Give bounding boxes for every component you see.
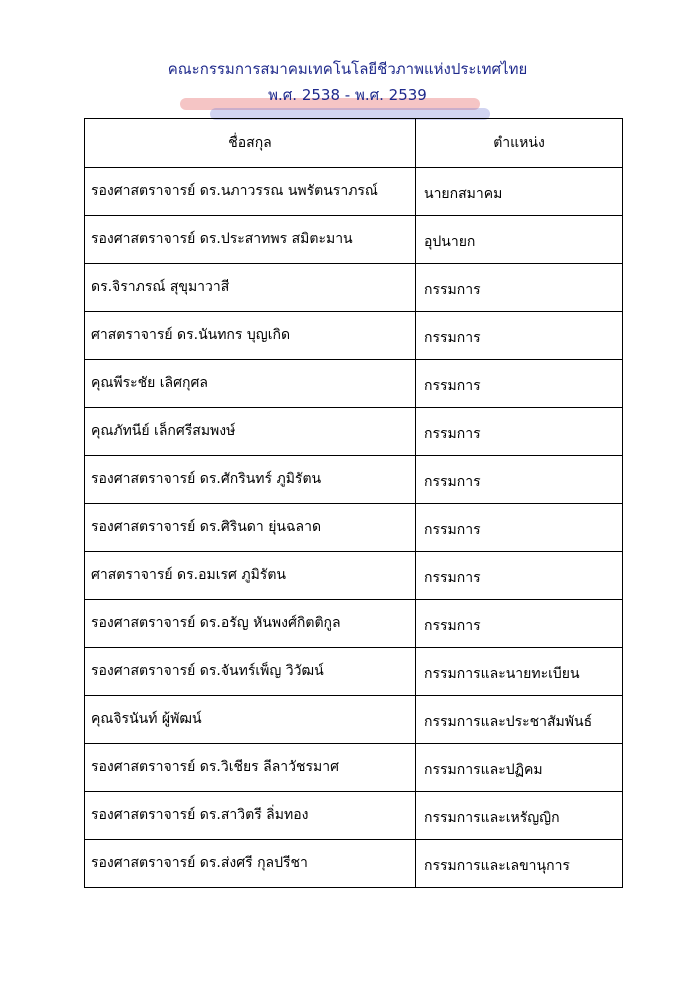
member-name-cell: ดร.จิราภรณ์ สุขุมาวาสี <box>85 264 416 312</box>
member-name-cell: รองศาสตราจารย์ ดร.ส่งศรี กุลปรีชา <box>85 840 416 888</box>
member-name-cell: ศาสตราจารย์ ดร.อมเรศ ภูมิรัตน <box>85 552 416 600</box>
member-name-cell: รองศาสตราจารย์ ดร.จันทร์เพ็ญ วิวัฒน์ <box>85 648 416 696</box>
title-line-1: คณะกรรมการสมาคมเทคโนโลยีชีวภาพแห่งประเทศไทย <box>167 60 528 78</box>
committee-table <box>84 118 623 888</box>
title-line-2: พ.ศ. 2538 - พ.ศ. 2539 <box>268 86 427 104</box>
member-name-cell: รองศาสตราจารย์ ดร.นภาวรรณ นพรัตนราภรณ์ <box>85 168 416 216</box>
table-row <box>85 792 623 840</box>
member-position-cell: กรรมการและนายทะเบียน <box>416 648 623 696</box>
column-header-position: ตำแหน่ง <box>416 119 623 168</box>
member-position-cell: กรรมการ <box>416 600 623 648</box>
table-row <box>85 312 623 360</box>
member-name-cell: คุณพีระชัย เลิศกุศล <box>85 360 416 408</box>
table-header-row <box>85 119 623 168</box>
member-position-cell: กรรมการ <box>416 264 623 312</box>
member-name-cell: รองศาสตราจารย์ ดร.อรัญ หันพงศ์กิตติกูล <box>85 600 416 648</box>
member-name-cell: ศาสตราจารย์ ดร.นันทกร บุญเกิด <box>85 312 416 360</box>
member-name-cell: รองศาสตราจารย์ ดร.สาวิตรี ลิ่มทอง <box>85 792 416 840</box>
member-position-cell: อุปนายก <box>416 216 623 264</box>
member-name-cell: คุณจิรนันท์ ผู้พัฒน์ <box>85 696 416 744</box>
member-name-cell: รองศาสตราจารย์ ดร.วิเชียร ลีลาวัชรมาศ <box>85 744 416 792</box>
table-row <box>85 648 623 696</box>
table-row <box>85 552 623 600</box>
table-row <box>85 840 623 888</box>
table-row <box>85 696 623 744</box>
member-name-cell: รองศาสตราจารย์ ดร.ศักรินทร์ ภูมิรัตน <box>85 456 416 504</box>
member-position-cell: กรรมการ <box>416 312 623 360</box>
table-row <box>85 456 623 504</box>
member-name-cell: รองศาสตราจารย์ ดร.ประสาทพร สมิตะมาน <box>85 216 416 264</box>
table-row <box>85 744 623 792</box>
member-position-cell: กรรมการและประชาสัมพันธ์ <box>416 696 623 744</box>
table-row <box>85 408 623 456</box>
member-name-cell: คุณภัทนีย์ เล็กศรีสมพงษ์ <box>85 408 416 456</box>
member-name-cell: รองศาสตราจารย์ ดร.ศิรินดา ยุ่นฉลาด <box>85 504 416 552</box>
table-row <box>85 600 623 648</box>
column-header-name: ชื่อสกุล <box>85 119 416 168</box>
member-position-cell: กรรมการ <box>416 456 623 504</box>
member-position-cell: กรรมการ <box>416 552 623 600</box>
member-position-cell: กรรมการและเหรัญญิก <box>416 792 623 840</box>
member-position-cell: กรรมการ <box>416 408 623 456</box>
member-position-cell: กรรมการและเลขานุการ <box>416 840 623 888</box>
table-body <box>85 168 623 888</box>
table-row <box>85 168 623 216</box>
member-position-cell: กรรมการ <box>416 360 623 408</box>
member-position-cell: นายกสมาคม <box>416 168 623 216</box>
member-position-cell: กรรมการและปฏิคม <box>416 744 623 792</box>
document-title <box>0 56 695 108</box>
table-row <box>85 504 623 552</box>
table-row <box>85 360 623 408</box>
member-position-cell: กรรมการ <box>416 504 623 552</box>
table-row <box>85 216 623 264</box>
table-row <box>85 264 623 312</box>
